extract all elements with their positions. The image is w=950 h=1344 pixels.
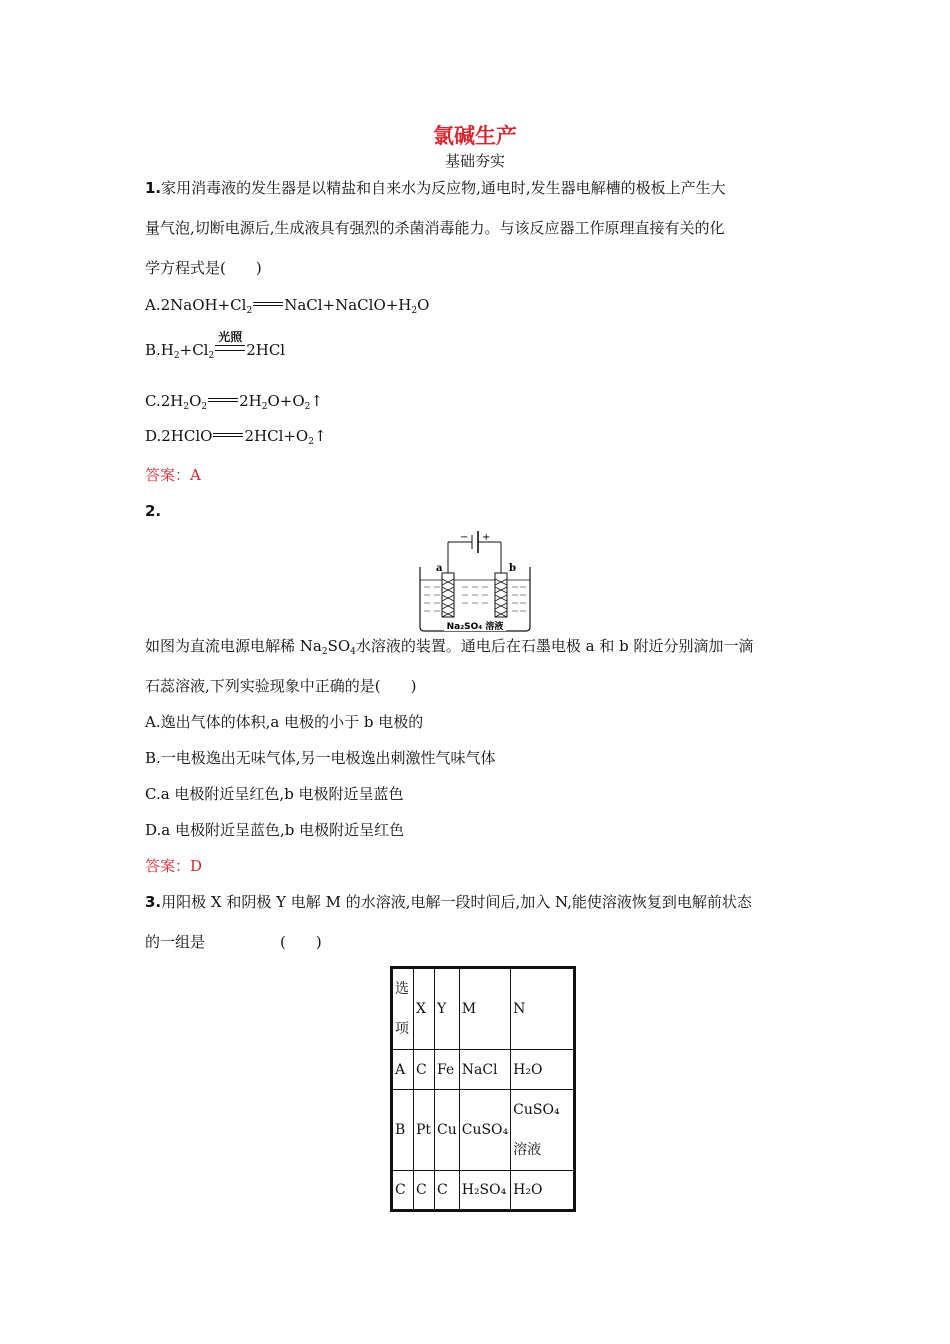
page-title: 氯碱生产: [433, 124, 517, 148]
minus-sign: −: [460, 532, 469, 543]
q3-stem-line1: 3.用阳极 X 和阴极 Y 电解 M 的水溶液,电解一段时间后,加入 N,能使溶液恢复到电解前状态: [145, 893, 752, 911]
table-header-cell: X: [414, 968, 435, 1050]
table-cell: H₂O: [511, 1050, 575, 1090]
electrode-b-label: b: [509, 563, 516, 574]
up-arrow-icon: ↑: [313, 427, 327, 445]
q1-stem-line1: 1.家用消毒液的发生器是以精盐和自来水为反应物,通电时,发生器电解槽的极板上产生大: [145, 179, 726, 197]
q2-option-a: A.逸出气体的体积,a 电极的小于 b 电极的: [145, 713, 424, 731]
plus-sign: +: [482, 532, 491, 543]
q3-stem-line2: 的一组是 ( ): [145, 933, 322, 951]
equals-bar-icon: [253, 302, 283, 306]
q2-option-c: C.a 电极附近呈红色,b 电极附近呈蓝色: [145, 785, 404, 803]
table-cell: A: [392, 1050, 414, 1090]
q2-option-b: B.一电极逸出无味气体,另一电极逸出刺激性气味气体: [145, 749, 496, 767]
q2-number: 2.: [145, 502, 162, 520]
electrode-a-label: a: [436, 563, 443, 574]
electrolysis-apparatus-diagram: [416, 527, 534, 633]
q2-option-d: D.a 电极附近呈蓝色,b 电极附近呈红色: [145, 821, 405, 839]
table-cell: CuSO₄: [459, 1090, 510, 1171]
q1-number: 1.: [145, 179, 162, 197]
q2-answer: 答案：D: [145, 857, 203, 875]
page-subtitle: 基础夯实: [444, 152, 505, 170]
table-cell: CuSO₄溶液: [511, 1090, 575, 1171]
solution-label: Na₂SO₄ 溶液: [446, 622, 504, 632]
table-cell: H₂SO₄: [459, 1171, 510, 1211]
table-cell: H₂O: [511, 1171, 575, 1211]
table-cell: C: [392, 1171, 414, 1211]
table-row: [392, 1050, 575, 1090]
reaction-condition-bar: [215, 330, 245, 351]
table-cell: Pt: [414, 1090, 435, 1171]
table-row: [392, 1171, 575, 1211]
q2-stem-line2: 石蕊溶液,下列实验现象中正确的是( ): [145, 677, 417, 695]
q1-option-b: $B.H_2+Cl_2$ 光照 2HCl: [145, 340, 285, 366]
table-header-cell: Y: [435, 968, 460, 1050]
equals-bar-icon: [213, 433, 243, 437]
table-cell: Cu: [435, 1090, 460, 1171]
up-arrow-icon: ↑: [310, 392, 323, 410]
table-cell: C: [435, 1171, 460, 1211]
table-header-cell: N: [511, 968, 575, 1050]
table-header-cell: 选项: [392, 968, 414, 1050]
q1-answer: 答案：A: [145, 466, 201, 484]
table-header-cell: M: [459, 968, 510, 1050]
table-cell: B: [392, 1090, 414, 1171]
table-cell: Fe: [435, 1050, 460, 1090]
q1-option-c: $C.2H_2O_2$ $2H_2O+O_2↑$: [145, 392, 323, 412]
q1-option-d: D.2HClO $2HCl+O_2↑$: [145, 427, 327, 447]
q2-stem-line1: 如图为直流电源电解稀 $Na_2SO_4$水溶液的装置。通电后在石墨电极 a 和 b 附近分别滴加一滴: [145, 637, 754, 657]
table-cell: C: [414, 1050, 435, 1090]
table-row: [392, 1090, 575, 1171]
table-header-row: [392, 968, 575, 1050]
q1-stem-line2: 量气泡,切断电源后,生成液具有强烈的杀菌消毒能力。与该反应器工作原理直接有关的化: [145, 219, 725, 237]
options-table: [390, 966, 576, 1212]
table-cell: C: [414, 1171, 435, 1211]
condition-label: 光照: [218, 330, 243, 344]
equals-bar-icon: [208, 398, 238, 402]
q1-option-a: $A.2NaOH+Cl_2$ $NaCl+NaClO+H_2O$: [145, 296, 430, 316]
q1-stem-line3: 学方程式是( ): [145, 259, 262, 277]
table-cell: NaCl: [459, 1050, 510, 1090]
